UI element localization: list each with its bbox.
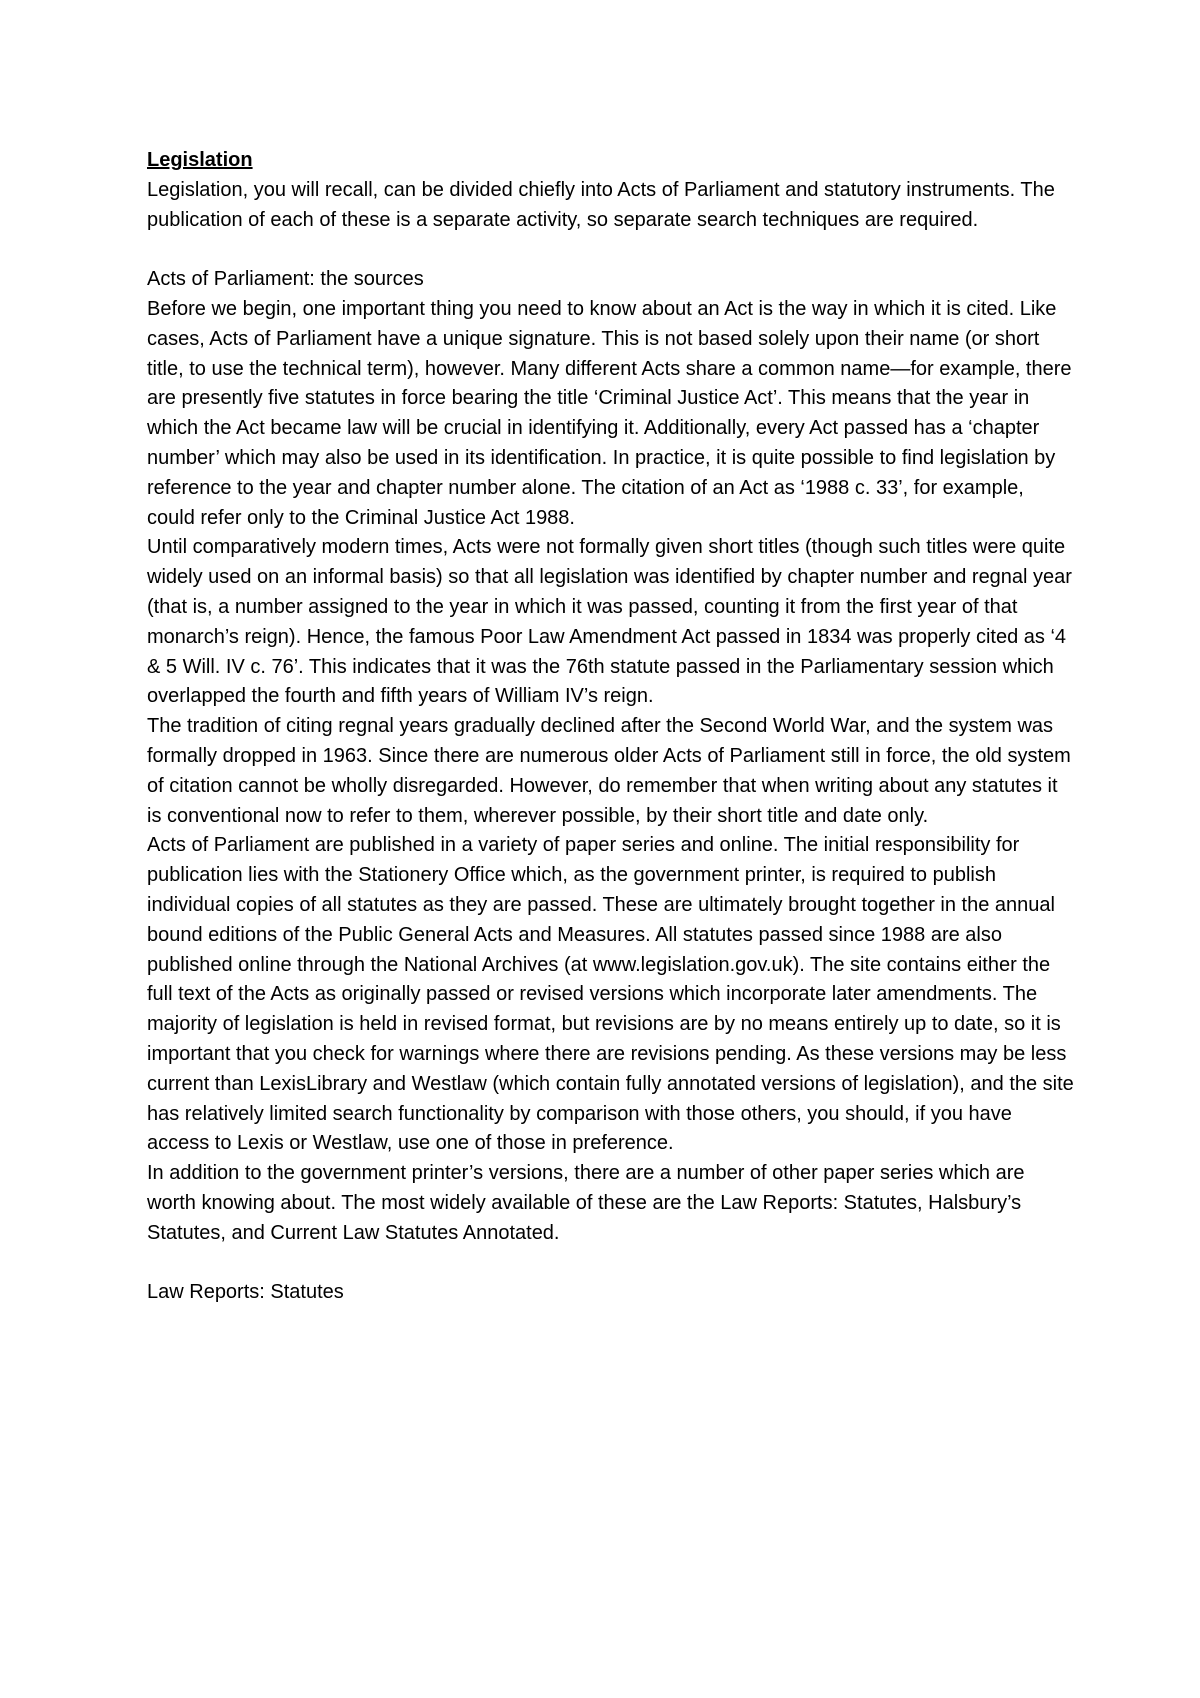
- intro-paragraph: Legislation, you will recall, can be divided chiefly into Acts of Parliament and statutory instruments. The publication of each of these is a separate activity, so separate search techniques are required.: [147, 178, 1055, 231]
- section-heading-law-reports: Law Reports: Statutes: [147, 1281, 344, 1304]
- paragraph-tradition: The tradition of citing regnal years gradually declined after the Second World War, and the system was formally dropped in 1963. Since there are numerous older Acts of Parliament still in force, the old system of citation cannot be wholly disregarded. However, do remember that when writing about any statutes it is conventional now to refer to them, wherever possible, by their short title and date only.: [147, 715, 1071, 827]
- paragraph-publication: Acts of Parliament are published in a variety of paper series and online. The initial responsibility for publication lies with the Stationery Office which, as the government printer, is required to publish individual copies of all statutes as they are passed. These are ultimately brought together in the annual bound editions of the Public General Acts and Measures. All statutes passed since 1988 are also published online through the National Archives (at www.legislation.gov.uk). The site contains either the full text of the Acts as originally passed or revised versions which incorporate later amendments. The majority of legislation is held in revised format, but revisions are by no means entirely up to date, so it is important that you check for warnings where there are revisions pending. As these versions may be less current than LexisLibrary and Westlaw (which contain fully annotated versions of legislation), and the site has relatively limited search functionality by comparison with those others, you should, if you have access to Lexis or Westlaw, use one of those in preference.: [147, 834, 1074, 1155]
- paragraph-citation: Before we begin, one important thing you need to know about an Act is the way in which it is cited. Like cases, Acts of Parliament have a unique signature. This is not based solely upon their name (or short title, to use the technical term), however. Many different Acts share a common name—for example, there are presently five statutes in force bearing the title ‘Criminal Justice Act’. This means that the year in which the Act became law will be crucial in identifying it. Additionally, every Act passed has a ‘chapter number’ which may also be used in its identification. In practice, it is quite possible to find legislation by reference to the year and chapter number alone. The citation of an Act as ‘1988 c. 33’, for example, could refer only to the Criminal Justice Act 1988.: [147, 297, 1072, 529]
- blank-line: [147, 1248, 1077, 1278]
- section-heading-sources: Acts of Parliament: the sources: [147, 268, 424, 291]
- blank-line: [147, 235, 1077, 265]
- paragraph-other-series: In addition to the government printer’s versions, there are a number of other paper series which are worth knowing about. The most widely available of these are the Law Reports: Statutes, Halsbury’s Statutes, and Current Law Statutes Annotated.: [147, 1162, 1025, 1244]
- paragraph-regnal-years: Until comparatively modern times, Acts were not formally given short titles (though such titles were quite widely used on an informal basis) so that all legislation was identified by chapter number and regnal year (that is, a number assigned to the year in which it was passed, counting it from the first year of that monarch’s reign). Hence, the famous Poor Law Amendment Act passed in 1834 was properly cited as ‘4 & 5 Will. IV c. 76’. This indicates that it was the 76th statute passed in the Parliamentary session which overlapped the fourth and fifth years of William IV’s reign.: [147, 536, 1072, 708]
- document-page: [147, 146, 1077, 1308]
- document-title: Legislation: [147, 149, 253, 171]
